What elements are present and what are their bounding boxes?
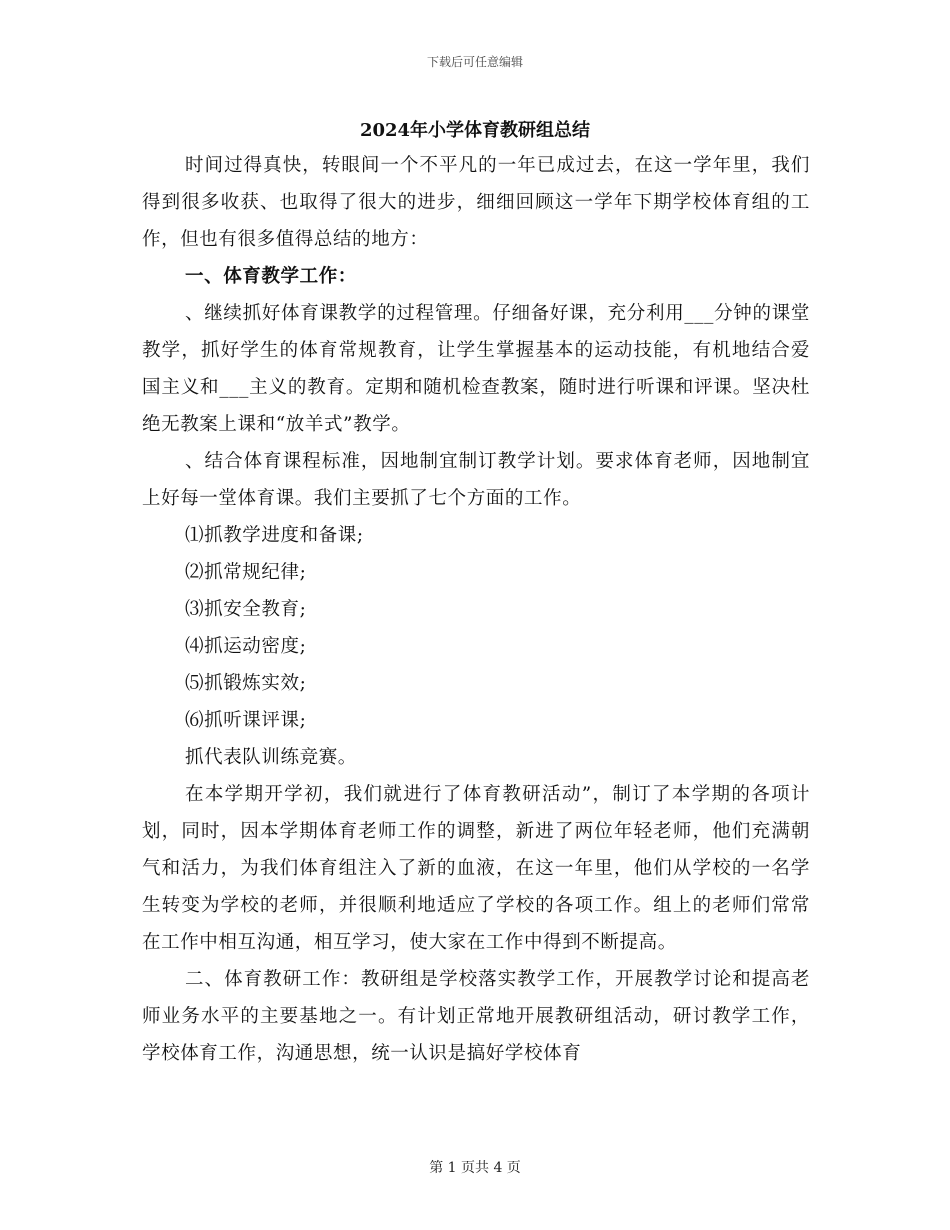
list-item: ⑹抓听课评课; — [185, 710, 307, 731]
intro-paragraph: 时间过得真快，转眼间一个不平凡的一年已成过去，在这一学年里，我们得到很多收获、也取得了很大的进步，细细回顾这一学年下期学校体育组的工作，但也有很多值得总结的地方： — [142, 155, 810, 250]
list-item: ⑴抓教学进度和备课; — [185, 525, 364, 546]
paragraph-research-work: 二、体育教研工作：教研组是学校落实教学工作，开展教学讨论和提高老师业务水平的主要基地之一。有计划正常地开展教研组活动，研讨教学工作，学校体育工作，沟通思想，统一认识是搞好学校体育 — [142, 969, 810, 1064]
list-item: ⑶抓安全教育; — [185, 599, 307, 620]
paragraph-semester-start: 在本学期开学初，我们就进行了体育教研活动”，制订了本学期的各项计划，同时，因本学期体育老师工作的调整，新进了两位年轻老师，他们充满朝气和活力，为我们体育组注入了新的血液，在这一年里，他们从学校的一名学生转变为学校的老师，并很顺利地适应了学校的各项工作。组上的老师们常常在工作中相互沟通，相互学习，使大家在工作中得到不断提高。 — [142, 784, 810, 953]
page-header: 下载后可任意编辑 — [426, 55, 523, 69]
paragraph-course-management: 、继续抓好体育课教学的过程管理。仔细备好课，充分利用___分钟的课堂教学，抓好学生的体育常规教育，让学生掌握基本的运动技能，有机地结合爱国主义和___主义的教育。定期和随机检查教案，随时进行听课和评课。坚决杜绝无教案上课和“放羊式”教学。 — [142, 303, 810, 435]
section-heading-teaching: 一、体育教学工作： — [185, 266, 357, 287]
document-title: 2024年小学体育教研组总结 — [359, 120, 591, 141]
list-item: 抓代表队训练竞赛。 — [185, 747, 357, 768]
paragraph-teaching-plan: 、结合体育课程标准，因地制宜制订教学计划。要求体育老师，因地制宜上好每一堂体育课。我们主要抓了七个方面的工作。 — [142, 451, 810, 509]
document-body — [142, 147, 810, 1072]
list-item: ⑵抓常规纪律; — [185, 562, 307, 583]
list-item: ⑸抓锻炼实效; — [185, 673, 307, 694]
list-item: ⑷抓运动密度; — [185, 636, 307, 657]
page-footer: 第 1 页共 4 页 — [429, 1160, 521, 1176]
